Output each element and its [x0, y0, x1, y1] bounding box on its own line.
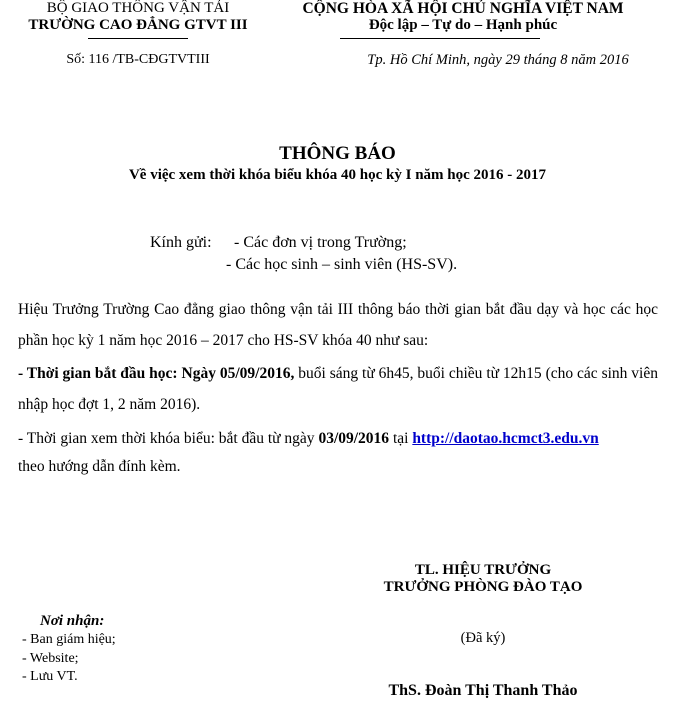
timetable-link[interactable]: http://daotao.hcmct3.edu.vn [412, 430, 599, 447]
national-motto: Độc lập – Tự do – Hạnh phúc [368, 17, 558, 33]
receivers-label: Nơi nhận: [40, 613, 105, 629]
recipient-line: - Các đơn vị trong Trường; [234, 234, 407, 251]
receiver-item: - Lưu VT. [22, 669, 78, 684]
ministry-name: BỘ GIAO THÔNG VẬN TẢI [46, 0, 230, 16]
timetable-item [18, 423, 658, 454]
page-subtitle: Về việc xem thời khóa biểu khóa 40 học kỳ I năm học 2016 - 2017 [128, 167, 547, 183]
intro-paragraph: Hiệu Trưởng Trường Cao đẳng giao thông vận tải III thông báo thời gian bắt đầu dạy và học các học phần học kỳ 1 năm học 2016 – 2017 cho HS-SV khóa 40 như sau: [18, 301, 658, 349]
school-underline [88, 38, 188, 39]
page-title: THÔNG BÁO [279, 143, 396, 164]
document-number: Số: 116 /TB-CĐGTVTIII [66, 52, 210, 67]
school-name: TRƯỜNG CAO ĐẲNG GTVT III [28, 17, 248, 33]
signer-name: ThS. Đoàn Thị Thanh Thảo [388, 682, 578, 699]
signature-title: TL. HIỆU TRƯỞNG [414, 562, 552, 578]
item-text: buổi sáng từ 6h45, buổi chiều từ 12h15 (cho các sinh viên nhập học đợt 1, 2 năm 2016). [18, 365, 658, 413]
receiver-item: - Ban giám hiệu; [22, 632, 116, 647]
place-date: Tp. Hồ Chí Minh, ngày 29 tháng 8 năm 2016 [367, 52, 629, 68]
item-text-continued: theo hướng dẫn đính kèm. [18, 458, 181, 475]
receiver-item: - Website; [22, 651, 79, 666]
signature-role: TRƯỞNG PHÒNG ĐÀO TẠO [383, 579, 583, 595]
start-date: Ngày 05/09/2016, [181, 365, 295, 382]
signed-mark: (Đã ký) [460, 630, 506, 646]
timetable-date: 03/09/2016 [318, 430, 390, 447]
item-text: - Thời gian xem thời khóa biểu: bắt đầu từ ngày [18, 430, 319, 447]
item-text: tại [389, 430, 413, 447]
country-name: CỘNG HÒA XÃ HỘI CHỦ NGHĨA VIỆT NAM [302, 0, 624, 17]
item-dash-label: - Thời gian bắt đầu học: [18, 365, 182, 382]
motto-underline [340, 38, 540, 39]
recipients-label: Kính gửi: [150, 234, 212, 251]
start-date-item [18, 358, 658, 420]
recipient-line: - Các học sinh – sinh viên (HS-SV). [226, 256, 458, 273]
